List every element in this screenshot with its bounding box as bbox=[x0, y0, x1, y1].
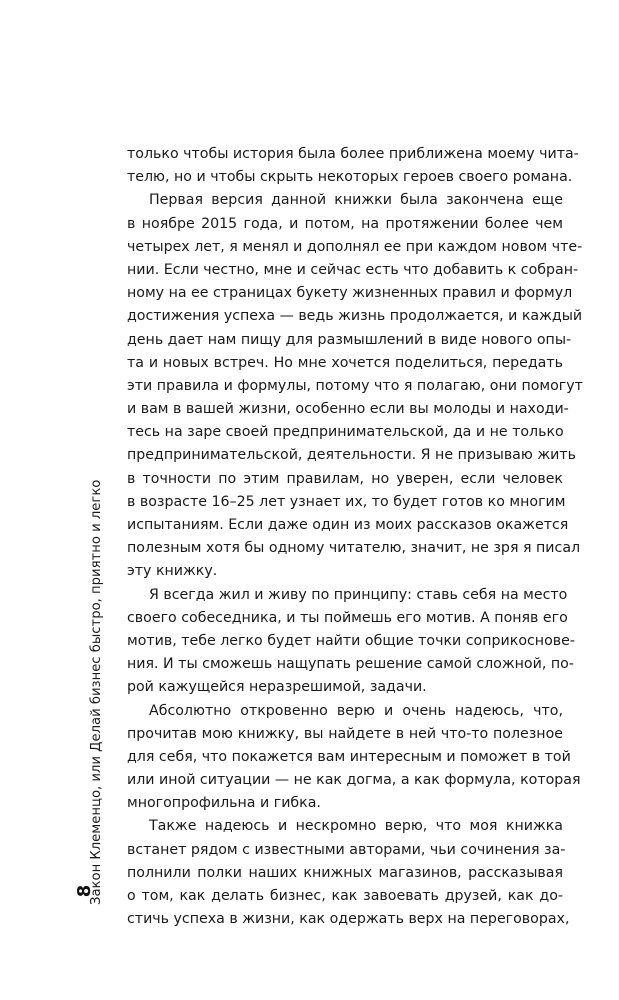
text-line: встанет рядом с известными авторами, чьи сочинения за- bbox=[127, 841, 566, 858]
text-line: в точности по этим правилам, но уверен, если человек bbox=[127, 470, 563, 487]
text-line: для себя, что покажется вам интересным и поможет в той bbox=[127, 748, 571, 765]
text-line: тесь на заре своей предпринимательской, да и не только bbox=[127, 424, 564, 441]
text-line: стичь успеха в жизни, как одержать верх на переговорах, bbox=[127, 911, 570, 928]
text-line: в возрасте 16–25 лет узнает их, то будет готов ко многим bbox=[127, 493, 566, 510]
text-line: ния. И ты сможешь нащупать решение самой сложной, по- bbox=[127, 656, 574, 673]
text-line: о том, как делать бизнес, как завоевать друзей, как до- bbox=[127, 888, 563, 904]
text-line: нии. Если честно, мне и сейчас есть что добавить к собран- bbox=[127, 261, 579, 278]
text-line: день дает нам пищу для размышлений в виде нового опы- bbox=[127, 331, 572, 348]
text-line: полезным хотя бы одному читателю, значит, не зря я писал bbox=[127, 540, 581, 557]
text-line: испытаниям. Если даже один из моих рассказов окажется bbox=[127, 517, 569, 533]
text-line: четырех лет, я менял и дополнял ее при каждом новом чте- bbox=[127, 238, 583, 255]
text-line: телю, но и чтобы скрыть некоторых героев своего романа. bbox=[127, 169, 573, 186]
text-line: полнили полки наших книжных магазинов, рассказывая bbox=[127, 864, 563, 881]
text-line: рой кажущейся неразрешимой, задачи. bbox=[127, 679, 427, 696]
running-title: Закон Клеменцо, или Делай бизнес быстро, приятно и легко bbox=[89, 479, 104, 905]
text-line: Абсолютно откровенно верю и очень надеюсь, что, bbox=[149, 702, 563, 719]
text-line: своего собеседника, и ты поймешь его мотив. А поняв его bbox=[127, 609, 568, 626]
text-line: Я всегда жил и живу по принципу: ставь себя на место bbox=[149, 586, 568, 603]
page-number: 8 bbox=[74, 884, 95, 898]
text-line: ному на ее страницах букету жизненных правил и формул bbox=[127, 285, 573, 302]
text-line: предпринимательской, деятельности. Я не призываю жить bbox=[127, 447, 576, 464]
text-line: мотив, тебе легко будет найти общие точки соприкоснове- bbox=[127, 632, 575, 649]
text-line: эти правила и формулы, потому что я полагаю, они помогут bbox=[127, 377, 583, 394]
text-line: в ноябре 2015 года, и потом, на протяжении более чем bbox=[127, 215, 563, 232]
text-line: или иной ситуации — не как догма, а как формула, которая bbox=[127, 772, 581, 789]
text-line: Первая версия данной книжки была закончена еще bbox=[149, 192, 563, 209]
text-line: эту книжку. bbox=[127, 563, 218, 580]
text-line: и вам в вашей жизни, особенно если вы молоды и находи- bbox=[127, 401, 569, 418]
body-text bbox=[127, 143, 583, 931]
text-line: многопрофильна и гибка. bbox=[127, 795, 321, 812]
text-line: та и новых встреч. Но мне хочется поделиться, передать bbox=[127, 354, 563, 371]
text-line: достижения успеха — ведь жизнь продолжается, и каждый bbox=[127, 308, 583, 325]
text-line: только чтобы история была более приближена моему чита- bbox=[127, 146, 579, 162]
text-line: Также надеюсь и нескромно верю, что моя книжка bbox=[149, 818, 563, 835]
text-line: прочитав мою книжку, вы найдете в ней что-то полезное bbox=[127, 725, 563, 742]
